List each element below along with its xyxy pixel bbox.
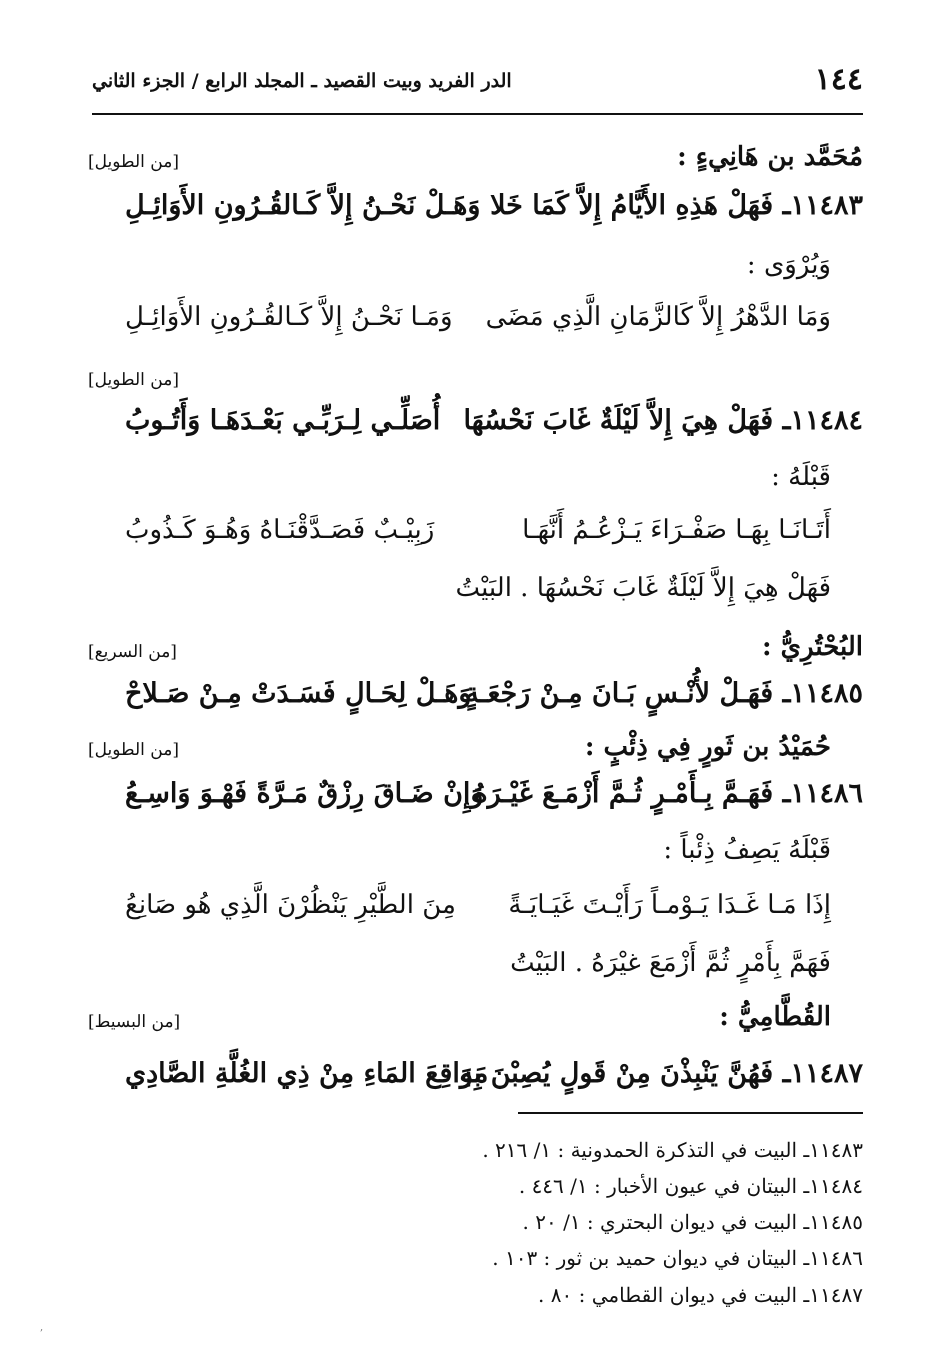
verse-second-hemistich: وَهَـلْ لِحَـالٍ فَسَـدَتْ مِـنْ صَـلاحْ xyxy=(125,678,472,709)
poet-name: مُحَمَّد بن هَانِيءٍ : xyxy=(677,142,863,172)
preceding-reference: فَهَلْ هِيَ إِلاَّ لَيْلَةٌ غَابَ نَحْسُهَا . البَيْتُ xyxy=(455,573,831,603)
preceding-label: قَبْلَهُ يَصِفُ ذِئْباً : xyxy=(663,835,831,865)
verse-first-hemistich: ١١٤٨٥ـ فَهَـلْ لأُنْـسٍ بَـانَ مِـنْ رَجْعَـةٍ xyxy=(465,678,863,709)
running-title: الدر الفريد وبيت القصيد ـ المجلد الرابع / الجزء الثاني xyxy=(92,70,512,92)
footnote: ١١٤٨٣ـ البيت في التذكرة الحمدونية : ١/ ٢١٦ . xyxy=(482,1138,863,1162)
verse-second-hemistich: وَإِنْ ضَـاقَ رِزْقٌ مَـرَّةً فَهْـوَ وَاسِـعُ xyxy=(125,778,484,809)
footnote: ١١٤٨٦ـ البيتان في ديوان حميد بن ثور : ١٠٣ . xyxy=(492,1246,863,1270)
preceding-first-hemistich: إِذَا مَـا غَـدَا يَـوْمـاً رَأَيْـتَ غَيَـايَـةً xyxy=(508,890,831,920)
verse-first-hemistich: ١١٤٨٤ـ فَهَلْ هِيَ إِلاَّ لَيْلَةٌ غَابَ نَحْسُهَا xyxy=(463,405,863,436)
poet-name: البُحْتُرِيُّ : xyxy=(762,632,863,662)
footnote: ١١٤٨٧ـ البيت في ديوان القطامي : ٨٠ . xyxy=(538,1283,863,1307)
footnote: ١١٤٨٤ـ البيتان في عيون الأخبار : ١/ ٤٤٦ . xyxy=(518,1174,863,1198)
meter-label: [من السريع] xyxy=(88,642,177,662)
poet-name: القُطَّامِيُّ : xyxy=(719,1002,831,1032)
page-number: ١٤٤ xyxy=(814,62,863,97)
meter-label: [من الطويل] xyxy=(88,370,179,390)
preceding-first-hemistich: أَتَـانَـا بِهَـا صَفْـرَاءَ يَـزْعُـمُ أَنَّهَـا xyxy=(522,515,831,545)
header-rule xyxy=(92,113,863,115)
page-header xyxy=(92,58,863,110)
verse-second-hemistich: وَهَـلْ نَحْـنُ إِلاَّ كَـالقُـرُونِ الأَوَائِـلِ xyxy=(125,190,481,221)
meter-label: [من الطويل] xyxy=(88,740,179,760)
meter-label: [من البسيط] xyxy=(88,1012,181,1032)
preceding-label: قَبْلَهُ : xyxy=(771,462,831,492)
variant-label: وَيُرْوَى : xyxy=(746,250,831,280)
verse-second-hemistich: أُصَلِّـي لِـرَبِّـي بَعْـدَهَـا وَأَتُـوبُ xyxy=(125,405,441,436)
verse-first-hemistich: ١١٤٨٧ـ فَهُنَّ يَنْبِذْنَ مِنْ قَولٍ يُصِبْنَ بِهِ xyxy=(459,1058,863,1089)
scan-mark: , xyxy=(40,1322,44,1333)
variant-second-hemistich: وَمَـا نَحْـنُ إِلاَّ كَـالقُـرُونِ الأَوَائِـلِ xyxy=(125,302,453,332)
variant-first-hemistich: وَمَا الدَّهْرُ إِلاَّ كَالزَّمَانِ الَّذِي مَضَى xyxy=(485,302,831,332)
poet-name: حُمَيْدُ بن ثَورٍ فِي ذِئْبٍ : xyxy=(584,732,831,762)
footnote: ١١٤٨٥ـ البيت في ديوان البحتري : ١/ ٢٠ . xyxy=(522,1210,863,1234)
verse-first-hemistich: ١١٤٨٦ـ فَهَـمَّ بِـأَمْـرٍ ثُـمَّ أَزْمَـعَ غَيْـرَهُ xyxy=(473,778,863,809)
footnote-rule xyxy=(518,1112,863,1114)
preceding-reference: فَهَمَّ بِأَمْرٍ ثُمَّ أَزْمَعَ غيْرَهُ . البَيْتُ xyxy=(510,948,831,978)
preceding-second-hemistich: مِنَ الطَّيْرِ يَنْظُرْنَ الَّذِي هُو صَانِعُ xyxy=(125,890,456,920)
verse-second-hemistich: مَوَاقِعَ المَاءِ مِنْ ذِي الغُلَّةِ الصَّادِي xyxy=(125,1058,489,1089)
preceding-second-hemistich: زَبِيْـبٌ فَصَـدَّقْنَـاهُ وَهُـوَ كَـذُوبُ xyxy=(125,515,435,545)
verse-first-hemistich: ١١٤٨٣ـ فَهَلْ هَذِهِ الأَيَّامُ إِلاَّ كَمَا خَلا xyxy=(490,190,863,221)
meter-label: [من الطويل] xyxy=(88,152,179,172)
